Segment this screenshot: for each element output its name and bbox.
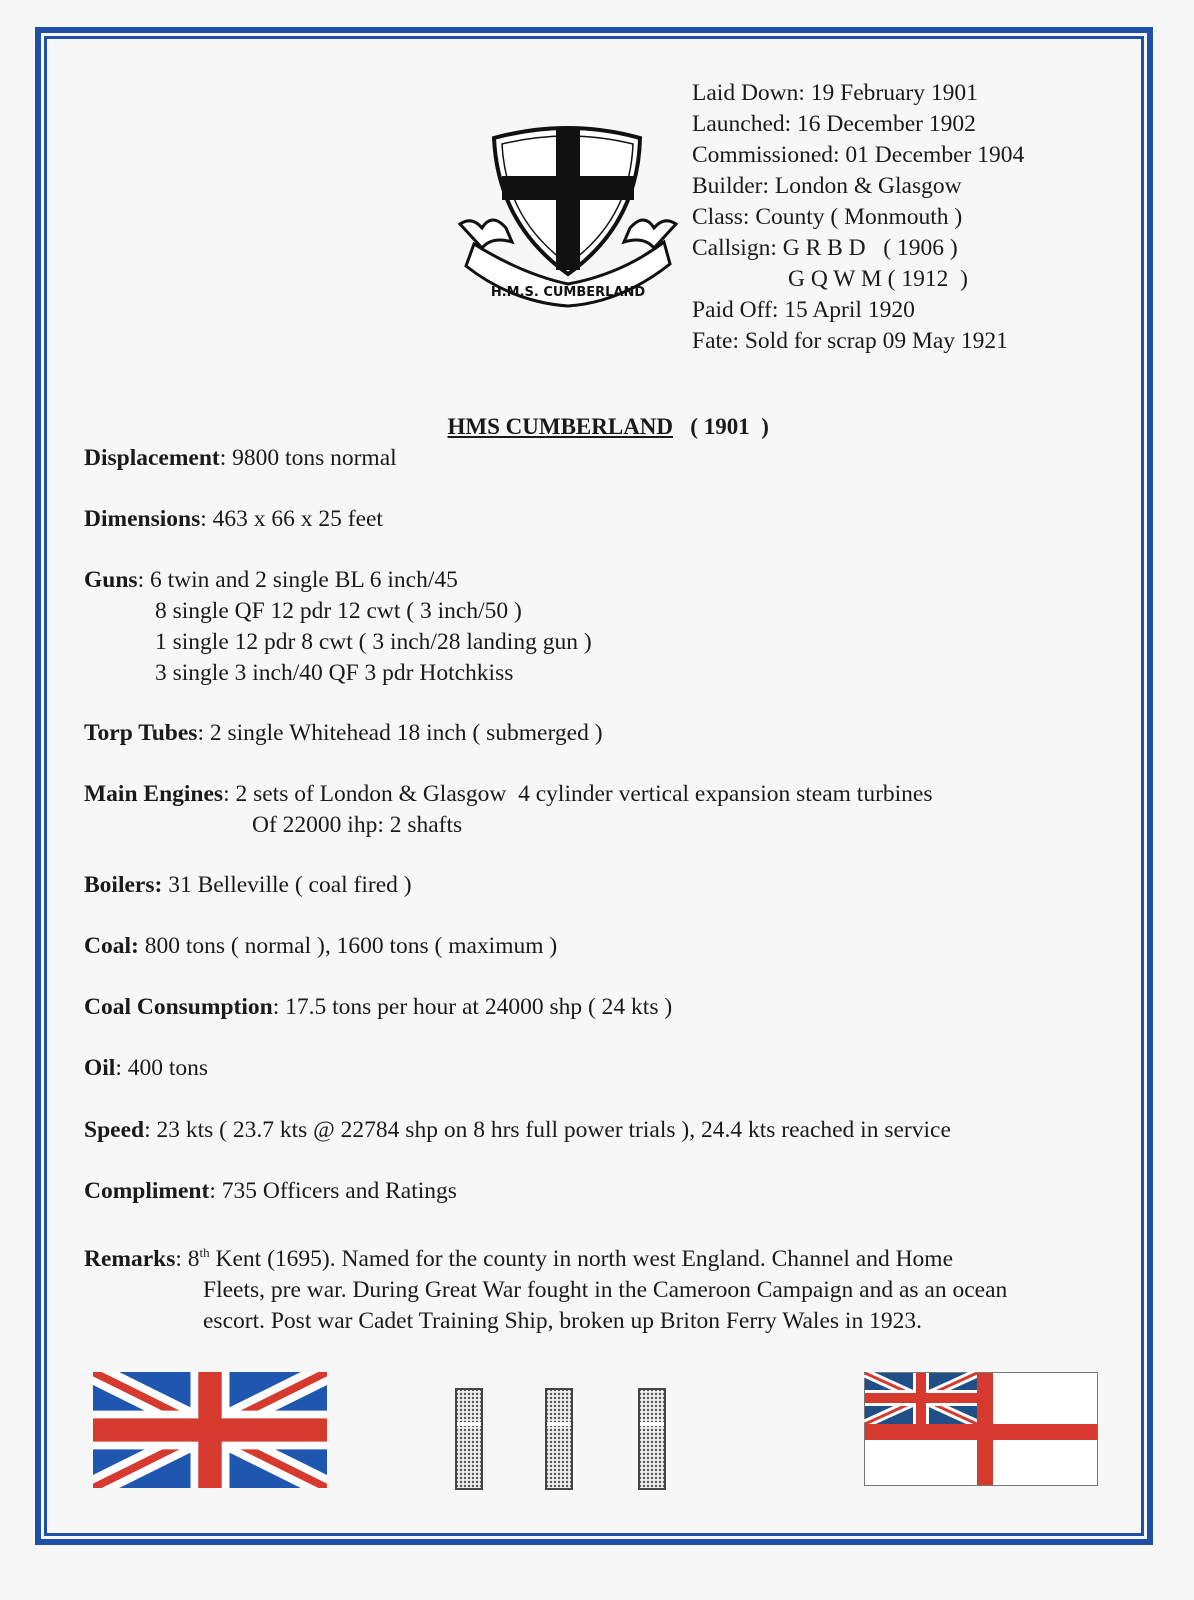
- funnel-icon: [455, 1388, 483, 1490]
- spec-value: : 735 Officers and Ratings: [209, 1178, 457, 1204]
- spec-value: 31 Belleville ( coal fired ): [162, 872, 412, 898]
- spec-compliment: [84, 1176, 457, 1207]
- fate: Fate: Sold for scrap 09 May 1921: [692, 328, 1008, 354]
- spec-label: Coal:: [84, 933, 139, 959]
- commissioned: Commissioned: 01 December 1904: [692, 142, 1025, 168]
- spec-label: Remarks: [84, 1245, 176, 1272]
- builder: Builder: London & Glasgow: [692, 173, 962, 199]
- union-jack-flag-icon: [93, 1372, 327, 1488]
- svg-text:H.M.S. CUMBERLAND: H.M.S. CUMBERLAND: [490, 285, 646, 300]
- ship-name: HMS CUMBERLAND: [447, 414, 674, 439]
- funnel-icon: [638, 1388, 666, 1490]
- launched: Launched: 16 December 1902: [692, 111, 976, 137]
- spec-dimensions: [84, 504, 383, 535]
- spec-label: Dimensions: [84, 506, 201, 532]
- spec-value: : 8: [175, 1245, 200, 1272]
- callsign-1906: Callsign: G R B D ( 1906 ): [692, 235, 958, 261]
- callsign-1912: G Q W M ( 1912 ): [788, 266, 968, 292]
- spec-label: Boilers:: [84, 872, 163, 898]
- spec-boilers: [84, 870, 412, 901]
- ship-key-dates: [692, 78, 1024, 357]
- spec-main-engines: [84, 779, 933, 841]
- class: Class: County ( Monmouth ): [692, 204, 963, 230]
- spec-value: 800 tons ( normal ), 1600 tons ( maximum ): [138, 933, 558, 959]
- spec-label: Main Engines: [84, 781, 224, 807]
- spec-value: 3 single 3 inch/40 QF 3 pdr Hotchkiss: [155, 660, 514, 686]
- spec-label: Guns: [84, 567, 138, 593]
- spec-label: Displacement: [84, 445, 220, 471]
- spec-guns: [84, 565, 592, 689]
- spec-value: : 463 x 66 x 25 feet: [200, 506, 383, 532]
- spec-value: 8 single QF 12 pdr 12 cwt ( 3 inch/50 ): [155, 598, 522, 624]
- ship-year: ( 1901 ): [673, 414, 769, 439]
- spec-value: : 2 sets of London & Glasgow 4 cylinder vertical expansion steam turbines: [223, 781, 933, 807]
- spec-value: : 17.5 tons per hour at 24000 shp ( 24 kts ): [272, 994, 673, 1020]
- spec-label: Coal Consumption: [84, 994, 273, 1020]
- spec-value: : 23 kts ( 23.7 kts @ 22784 shp on 8 hrs full power trials ), 24.4 kts reached in service: [144, 1117, 951, 1143]
- spec-label: Oil: [84, 1055, 116, 1081]
- page-title: [436, 388, 769, 440]
- spec-torp-tubes: [84, 718, 603, 749]
- ship-crest-icon: [452, 124, 684, 314]
- spec-value: : 9800 tons normal: [219, 445, 397, 471]
- spec-coal: [84, 931, 557, 962]
- spec-label: Speed: [84, 1117, 145, 1143]
- spec-speed: [84, 1115, 951, 1146]
- spec-label: Torp Tubes: [84, 720, 198, 746]
- ordinal-suffix: th: [199, 1245, 210, 1260]
- spec-label: Compliment: [84, 1178, 210, 1204]
- spec-value: Of 22000 ihp: 2 shafts: [252, 812, 463, 838]
- spec-remarks: [84, 1237, 1007, 1337]
- spec-value: 1 single 12 pdr 8 cwt ( 3 inch/28 landing gun ): [155, 629, 592, 655]
- spec-value: escort. Post war Cadet Training Ship, broken up Briton Ferry Wales in 1923.: [203, 1307, 922, 1334]
- spec-oil: [84, 1053, 208, 1084]
- white-ensign-flag-icon: [864, 1372, 1098, 1486]
- spec-value: : 400 tons: [115, 1055, 209, 1081]
- spec-value: : 2 single Whitehead 18 inch ( submerged ): [197, 720, 603, 746]
- paid-off: Paid Off: 15 April 1920: [692, 297, 915, 323]
- spec-value: Kent (1695). Named for the county in north west England. Channel and Home: [209, 1245, 953, 1272]
- spec-value: Fleets, pre war. During Great War fought in the Cameroon Campaign and as an ocean: [203, 1276, 1008, 1303]
- spec-displacement: [84, 443, 397, 474]
- spec-coal-consumption: [84, 992, 672, 1023]
- laid-down: Laid Down: 19 February 1901: [692, 80, 978, 106]
- funnel-icon: [545, 1388, 573, 1490]
- spec-value: : 6 twin and 2 single BL 6 inch/45: [137, 567, 458, 593]
